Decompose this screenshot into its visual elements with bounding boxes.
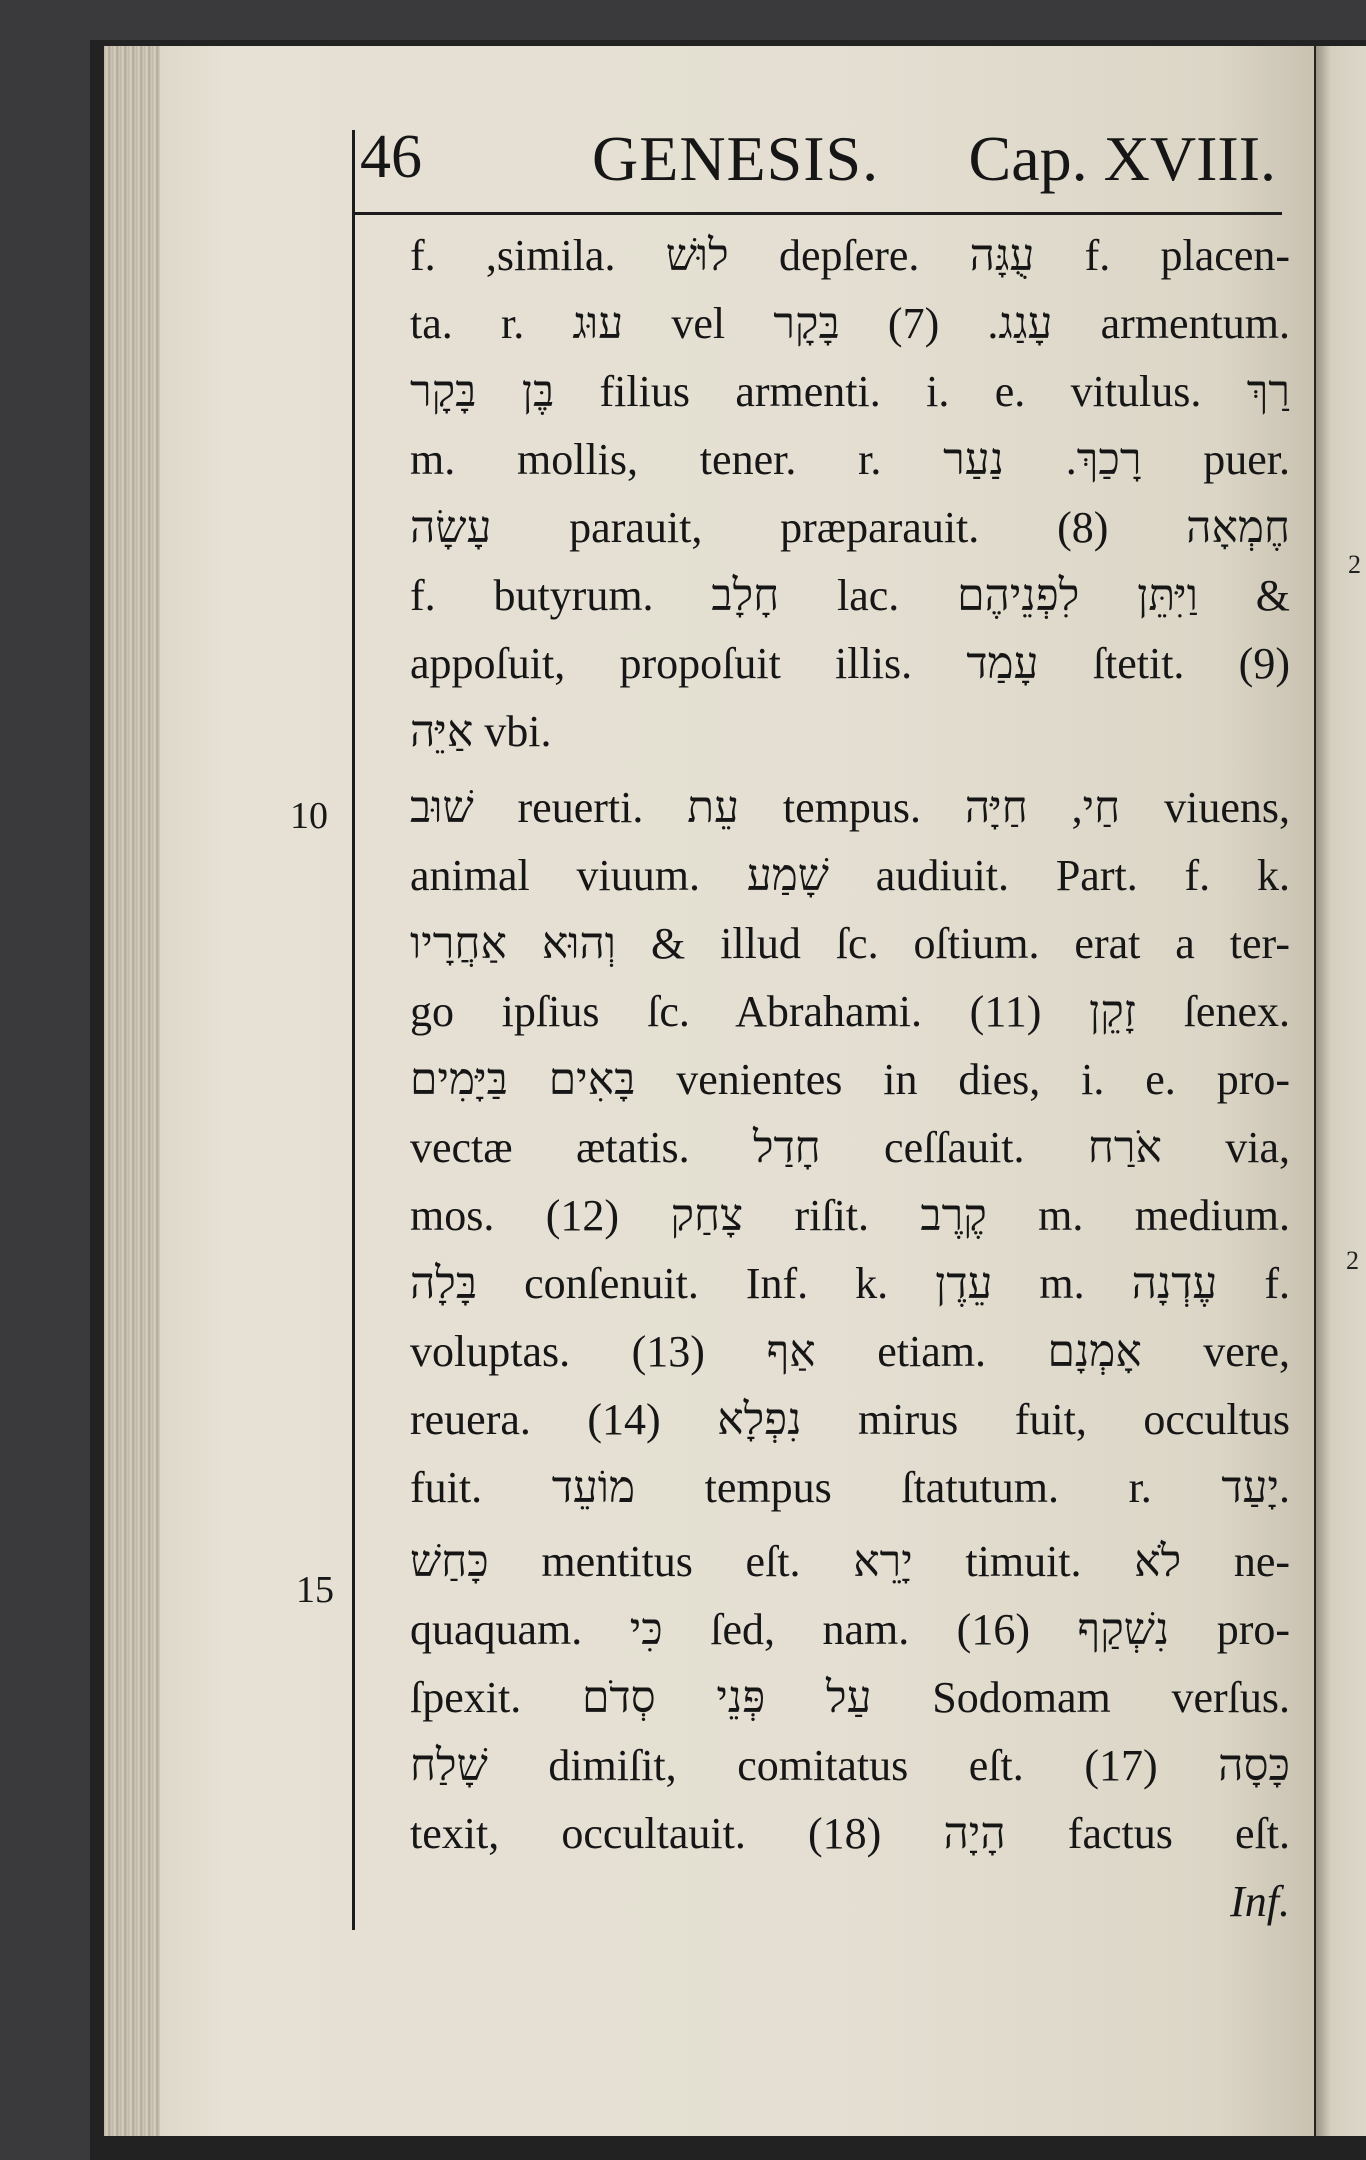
text-line: f. butyrum. חָלָב lac. וַיִּתֵּן לִפְנֵיהֶם & <box>410 571 1290 620</box>
text-line: mos. (12) צָחַק riſit. קֶרֶב m. medium. <box>410 1191 1290 1240</box>
line-number-marker: 15 <box>296 1569 334 1611</box>
text-line: animal viuum. שָׁמַע audiuit. Part. f. k. <box>410 851 1290 900</box>
next-page-edge <box>1316 46 1366 2136</box>
text-line: אַיֵּה vbi. <box>410 707 552 756</box>
header-rule <box>352 212 1282 215</box>
text-line: שָׁלַח dimiſit, comitatus eſt. (17) כָּסָה <box>410 1741 1290 1790</box>
text-line: ſpexit. עַל פְּנֵי סְדֹם Sodomam verſus. <box>410 1673 1291 1722</box>
margin-rule <box>352 130 355 1930</box>
text-line: m. mollis, tener. r. רָכַךְ. נַעַר puer. <box>410 435 1290 484</box>
book-title: GENESIS. <box>592 123 880 194</box>
text-line: בָּאִים בַּיָּמִים venientes in dies, i. e. pro- <box>410 1055 1291 1104</box>
text-line: texit, occultauit. (18) הָיָה factus eſt. <box>410 1809 1290 1858</box>
next-page-mark: 2 <box>1348 550 1361 579</box>
text-line: fuit. מוֹעֵד tempus ſtatutum. r. יָעַד. <box>410 1463 1290 1512</box>
page-number: 46 <box>360 123 422 191</box>
text-line: quaquam. כִּי ſed, nam. (16) נִשְׁקַף pro- <box>410 1605 1290 1654</box>
text-line: go ipſius ſc. Abrahami. (11) זָקֵן ſenex. <box>410 987 1290 1036</box>
text-line: f. ,simila. לוּשׁ depſere. עֻגָּה f. placen- <box>410 231 1291 280</box>
text-line: voluptas. (13) אַף etiam. אָמְנָם vere, <box>410 1327 1291 1376</box>
text-line: vectæ ætatis. חָדַל ceſſauit. אֹרַח via, <box>410 1123 1290 1172</box>
text-line: appoſuit, propoſuit illis. עָמַד ſtetit. (9) <box>410 639 1290 688</box>
text-line: שׁוּב reuerti. עֵת tempus. חַי, חַיָּה viuens, <box>410 783 1290 832</box>
running-header <box>352 122 1282 202</box>
text-line: כָּחַשׁ mentitus eſt. יָרֵא timuit. לֹא ne- <box>410 1537 1291 1586</box>
chapter-title: Cap. XVIII. <box>968 123 1276 194</box>
text-line: עָשָׂה parauit, præparauit. (8) חֶמְאָה <box>410 503 1290 552</box>
text-line: ta. r. עוּג vel עָגַג. (7) בָּקָר armentum. <box>410 299 1290 348</box>
next-page-mark: 2 <box>1346 1246 1359 1275</box>
text-line: בֶּן בָּקָר filius armenti. i. e. vitulus. רַךְ <box>410 367 1290 416</box>
page-edges <box>104 46 160 2136</box>
text-line: reuera. (14) נִפְלָא mirus fuit, occultus <box>410 1395 1290 1444</box>
line-number-marker: 10 <box>290 795 328 837</box>
text-line: וְהוּא אַחֲרָיו & illud ſc. oſtium. erat a ter- <box>410 919 1290 968</box>
text-line: בָּלָה conſenuit. Inf. k. עֵדֶן m. עֶדְנָה f. <box>410 1259 1290 1308</box>
catchword: Inf. <box>1230 1877 1290 1926</box>
